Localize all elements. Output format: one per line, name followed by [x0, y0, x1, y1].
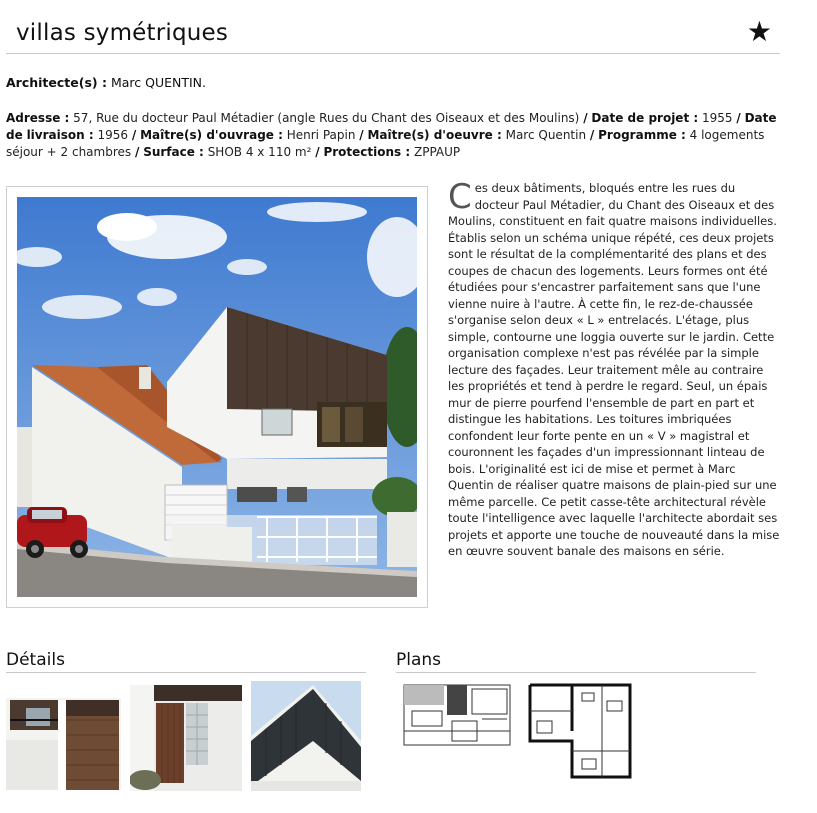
page-title: villas symétriques — [16, 20, 229, 46]
description-text: es deux bâtiments, bloqués entre les rues du docteur Paul Métadier, du Chant des Oiseaux et des Moulins, constituent en fait quatre maisons individuelles. Établis selon un schéma unique répété, ces deux projets sont le résultat de la complémentarité des plans et des coupes de chacun des logements. Leurs formes ont été étudiées pour s'encastrer parfaitement sans que l'une vienne nuire à l'autre. À cette fin, le rez-de-chaussée s'organise selon deux « L » entrelacés. L'étage, plus simple, contourne une loggia ouverte sur le jardin. Cette organisation complexe n'est pas révélée par la simple lecture des façades. Leur traitement mêle au contraire les propriétés et tend à perdre le regard. Seul, un épais mur de pierre pourfend l'ensemble de part en part et distingue les habitations. Les toitures imbriquées confondent leur forte pente en un « V » magistral et couronnent les façades d'un impressionnant linteau de bois. L'originalité est ici de mise et permet à Marc Quentin de réaliser quatre maisons de plain-pied sur une même parcelle. Ce petit casse-tête architectural révèle toute l'intelligence avec laquelle l'architecte abordait ses projets et apporte une touche de nouveauté dans la mise en œuvre souvent banale des maisons en série. — [448, 181, 780, 558]
architect-line — [6, 75, 206, 90]
project-description — [448, 177, 780, 560]
detail-thumbnail-1[interactable] — [6, 680, 121, 790]
address-value: 57, Rue du docteur Paul Métadier (angle Rues du Chant des Oiseaux et des Moulins) — [73, 111, 580, 125]
separator: / — [583, 111, 588, 125]
main-photo-frame — [6, 186, 428, 608]
title-bar — [6, 14, 780, 54]
villa-photo-illustration — [17, 197, 417, 597]
project-metadata — [6, 110, 782, 161]
separator: / — [315, 145, 320, 159]
project-date-label: Date de projet : — [591, 111, 699, 125]
separator: / — [131, 128, 137, 142]
separator: / — [589, 128, 595, 142]
work-label: Maître(s) d'oeuvre : — [367, 128, 502, 142]
project-date-value: 1955 — [701, 111, 733, 125]
main-photo[interactable] — [17, 197, 417, 597]
protections-label: Protections : — [323, 145, 411, 159]
plan-image-floorplan — [522, 681, 634, 783]
separator: / — [736, 111, 741, 125]
address-label: Adresse : — [6, 111, 70, 125]
protections-value: ZPPAUP — [413, 145, 461, 159]
architect-value: Marc QUENTIN. — [110, 75, 206, 90]
delivery-label: Date de — [6, 111, 777, 142]
star-icon[interactable]: ★ — [746, 15, 772, 48]
dropcap-letter: C — [448, 177, 472, 217]
owner-label: Maître(s) d'ouvrage : — [140, 128, 283, 142]
plan-thumbnail-1[interactable] — [402, 681, 512, 751]
delivery-value: 1956 — [97, 128, 129, 142]
separator: / — [359, 128, 364, 142]
detail-image-roof — [251, 681, 361, 791]
program-label: Programme : — [598, 128, 686, 142]
architect-label: Architecte(s) : — [6, 75, 107, 90]
plan-image-elevation — [402, 681, 512, 751]
surface-value: SHOB 4 x 110 m² — [207, 145, 312, 159]
separator: / — [134, 145, 140, 159]
detail-thumbnail-2[interactable] — [130, 685, 242, 791]
detail-image-door — [130, 685, 242, 791]
owner-value: Henri Papin — [286, 128, 356, 142]
delivery-label: livraison : — [26, 128, 94, 142]
detail-thumbnail-3[interactable] — [251, 681, 361, 791]
program-value: 4 logements séjour + 2 chambres — [6, 128, 765, 159]
details-heading: Détails — [6, 650, 366, 673]
work-value: Marc Quentin — [505, 128, 587, 142]
detail-image-windows — [6, 680, 121, 790]
plan-thumbnail-2[interactable] — [522, 681, 634, 783]
surface-label: Surface : — [143, 145, 204, 159]
plans-heading: Plans — [396, 650, 756, 673]
